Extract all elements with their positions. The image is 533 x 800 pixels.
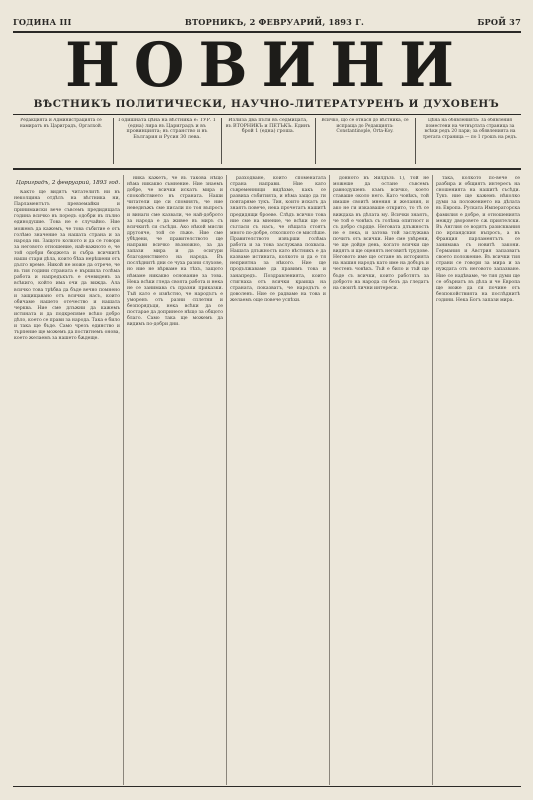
info-advertising: Цѣна на обявленията: За обявления поместени на четвъртата страница за всѣки редъ 20 пари; за обявленията на третата страница — по 1 грошъ на редъ. [422,118,518,140]
info-correspondence: Всичко, що се отнася до вѣстника, се испраща до Редакцията: Constantinople, Orta-Koy. [321,118,409,135]
column-separator [123,175,124,785]
info-divider [113,118,114,164]
column-text: Както ще видятъ читателитѣ ни въ неколцина отдѣлъ на вѣстника ни, Парламентътъ превземайки и принимаиски вече съвсемъ предидящата година всичко въ поредъ одобри въ пълно единодушие. Това не е случайно. Ние можемъ да кажемъ, че това събитие е отъ голѣмо значение за нашата страна и за народа ни. Защото колкото и да се говори за неговото отношение, най-важното е, че той одобри бюджета и събра всичкитѣ наши стари дѣла, които бѣха нерѣшени отъ дълго време. Никой не може да отрече, че въ тия години страната е вършила голѣма работа и напредъкътъ е очевиденъ за всѣкиго, който има очи да вижда. Ала всичко това трѣбва да бъде вечно помнено и защищавано отъ всички насъ, които обичаме нашето отечество и нашата черква. Ние сме длъжни да кажемъ истината и да подкрепяме всѣко добро дѣло, което се прави за народа. Така е било и така ще бъде. Само чрезъ единство и търпение ще можемъ да постигнемъ онова, което желаемъ за нашето бѫдеще. [14,190,120,342]
column-separator [226,175,227,785]
column-separator [432,175,433,785]
footer-rule [13,786,521,787]
column-text: ника кажетъ, че въ такова нѣщо нѣма никакво съмнение. Ние знаемъ добре, че всички искатъ мира и спокойствието въ страната. Наши читатели ще си спомнятъ, че ние неведнъжъ сме писали по тоя въпросъ и винаги сме казвали, че най-доброто за народа е да живее въ миръ съ всичкитѣ си съсѣди. Ако нѣкой мисли другояче, той се лъже. Ние сме убѣдени, че правителството ще направи всичко възможно, за да запази мира и да осигури благоденствието на народа. Въ послѣднитѣ дни се чуха разни слухове, но ние не вѣрваме на тѣхъ, защото нѣмаме никакво основание за това. Нека всѣки гледа своята работа и нека не се занимава съ празни приказки. Тъй като е извѣстно, че народътъ е уморенъ отъ разни сплетни и безпорядъци, нека всѣки да се постарае да допринесе нѣщо за общото благо. Само така ще можемъ да видимъ по-добри дни. [127,176,223,328]
column-text: донното въ Яилдъзъ 1), той не можеше да остане съвсемъ равнодушенъ къмъ всичко, което ставаше около него. Като човѣкъ, той имаше своитѣ мнения и желания, и ако не ги изказваше открито, то тѣ се виждаха въ дѣлата му. Всички знаятъ, че той е човѣкъ съ голѣма опитност и съ добро сърдце. Неговата длъжность не е лека, и затова той заслужава почитъ отъ всички. Ние сме увѣрени, че ще дойде день, когато всички ще видятъ и ще оценятъ неговитѣ трудове. Неговото име ще остане въ историята на нашия народъ като име на добъръ и честенъ човѣкъ. Тъй е било и тъй ще бъде съ всички, които работятъ за доброто на народа си безъ да гледатъ на своитѣ лични интереси. [333,176,429,291]
article-column-2 [127,176,223,782]
masthead-subtitle: ВѢСТНИКЪ ПОЛИТИЧЕСКИ, НАУЧНО-ЛИТЕРАТУРЕНЪ И ДУХОВЕНЪ [33,98,500,110]
article-dateline: Цариградъ, 2 февруарий, 1893 год. [15,180,121,186]
date-label: ВТОРНИКЪ, 2 ФЕВРУАРИЙ, 1893 Г. [184,17,365,27]
info-divider [315,118,316,164]
column-text: така, колкото по-вече се разбира и общиятъ интересъ на сношенията на нашитѣ съсѣди. Тукъ ние ще кажемъ нѣколко думи за положението на дѣлата въ Европа. Руската Императорска фамилия е добре, и отношенията между дворовете сѫ приятелски. Въ Англия се водятъ разисквания по ирландския въпросъ, а въ Франция парламентътъ се занимава съ новитѣ закони. Германия и Австрия запазватъ своето положение. Въ всички тия страни се говори за мира и за нуждата отъ неговото запазване. Ние се надѣваме, че тия думи ще се обърнатъ въ дѣла и че Европа ще може да си почине отъ безпокойствията на послѣднитѣ години. Нека Богъ запази мира. [436,176,520,303]
header-bar [13,14,521,30]
info-divider [415,118,416,164]
subtitle-rule [13,114,521,115]
article-column-4 [333,176,429,782]
info-divider [221,118,222,164]
article-column-5 [436,176,520,782]
article-column-3 [230,176,326,782]
columns-top-rule [13,168,521,170]
issue-label: БРОЙ 37 [477,17,521,27]
column-separator [329,175,330,785]
info-publication: Излиза два пъти въ седмицата, въ ВТОРНИКЪ и ПЕТЪКЪ. Единъ брой 1 (една) гроша. [225,118,311,135]
info-strip [13,118,521,164]
info-editorial: Редакцията и Администрацията се намиратъ въ Цариградъ, Оргалхой. [19,118,103,129]
article-column-1 [14,190,120,782]
column-text: разходване, които споменатата страна направи. Ние като съвременници видѣхме, какъ се развиха събитията, и нѣма защо да ги повтаряме тукъ. Тия, които искатъ да знаятъ повече, нека прочетатъ нашитѣ предидящи броеве. Слѣдъ всичко това ние сме на мнение, че всѣки ще се съгласи съ насъ, че нѣщата стоятъ много по-добре, отколкото се мислѣше. Правителството извърши голѣма работа и за това заслужава похвала. Нашата длъжность като вѣстникъ е да казваме истината, колкото и да е тя неприятна за нѣкого. Ние ще продължаваме да правимъ това и занапредъ. Поздравленията, които стигнаха отъ всички краища на страната, показватъ, че народътъ е доволенъ. Ние се радваме на това и желаемъ още повече успѣхи. [230,176,326,303]
info-subscription: Годишната цѣна на вѣстника е: ТУР. 1 (една) лира въ Цариградъ и въ провинцията; въ странство и въ България и Русия 30 лева. [118,118,216,140]
masthead-title: НОВИНИ [65,29,468,101]
year-label: ГОДИНА III [13,17,72,27]
